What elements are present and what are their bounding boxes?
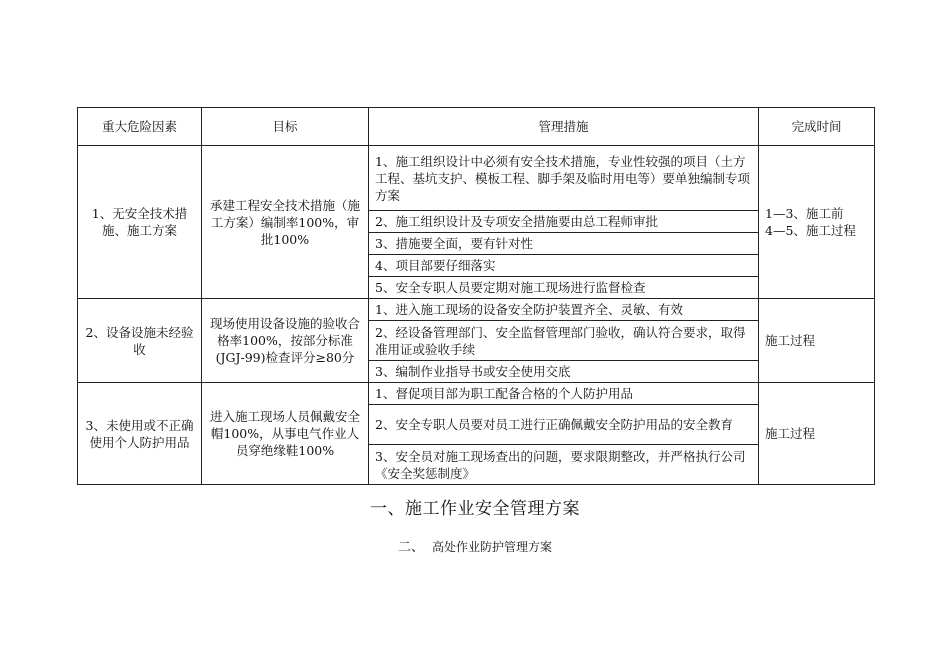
measure-cell: 2、安全专职人员要对员工进行正确佩戴安全防护用品的安全教育 — [369, 405, 759, 445]
measure-cell: 2、经设备管理部门、安全监督管理部门验收，确认符合要求，取得准用证或验收手续 — [369, 321, 759, 361]
table-header-row — [78, 108, 875, 146]
completion-time-line: 1—3、施工前 — [765, 206, 844, 221]
completion-time-cell — [759, 146, 875, 299]
header-hazard-factor: 重大危险因素 — [78, 108, 202, 146]
measure-cell: 5、安全专职人员要定期对施工现场进行监督检查 — [369, 277, 759, 299]
header-completion-time: 完成时间 — [759, 108, 875, 146]
table-row — [78, 299, 875, 321]
table-row — [78, 146, 875, 211]
section-heading-1: 一、施工作业安全管理方案 — [370, 499, 580, 519]
measure-cell: 4、项目部要仔细落实 — [369, 255, 759, 277]
completion-time-line: 施工过程 — [765, 333, 816, 348]
section-heading-2-text: 高处作业防护管理方案 — [432, 540, 553, 554]
goal-cell: 承建工程安全技术措施（施工方案）编制率100%，审批100% — [202, 146, 369, 299]
header-goal: 目标 — [202, 108, 369, 146]
header-measures: 管理措施 — [369, 108, 759, 146]
measure-cell: 1、进入施工现场的设备安全防护装置齐全、灵敏、有效 — [369, 299, 759, 321]
goal-cell: 进入施工现场人员佩戴安全帽100%，从事电气作业人员穿绝缘鞋100% — [202, 383, 369, 485]
table-row — [78, 383, 875, 405]
completion-time-cell — [759, 299, 875, 383]
completion-time-line: 施工过程 — [765, 426, 816, 441]
risk-management-table — [77, 107, 875, 485]
hazard-factor-cell: 2、设备设施未经验收 — [78, 299, 202, 383]
hazard-factor-cell: 1、无安全技术措施、施工方案 — [78, 146, 202, 299]
goal-cell: 现场使用设备设施的验收合格率100%，按部分标准(JGJ-99)检查评分≥80分 — [202, 299, 369, 383]
measure-cell: 1、施工组织设计中必须有安全技术措施，专业性较强的项目（土方工程、基坑支护、模板工程、脚手架及临时用电等）要单独编制专项方案 — [369, 146, 759, 211]
measure-cell: 2、施工组织设计及专项安全措施要由总工程师审批 — [369, 211, 759, 233]
measure-cell: 3、安全员对施工现场查出的问题，要求限期整改，并严格执行公司《安全奖惩制度》 — [369, 445, 759, 485]
hazard-factor-cell: 3、未使用或不正确使用个人防护用品 — [78, 383, 202, 485]
measure-cell: 1、督促项目部为职工配备合格的个人防护用品 — [369, 383, 759, 405]
section-heading-2-number: 二、 — [398, 540, 425, 555]
section-heading-2 — [398, 536, 552, 555]
completion-time-cell — [759, 383, 875, 485]
completion-time-line: 4—5、施工过程 — [765, 223, 856, 238]
measure-cell: 3、措施要全面，要有针对性 — [369, 233, 759, 255]
measure-cell: 3、编制作业指导书或安全使用交底 — [369, 361, 759, 383]
